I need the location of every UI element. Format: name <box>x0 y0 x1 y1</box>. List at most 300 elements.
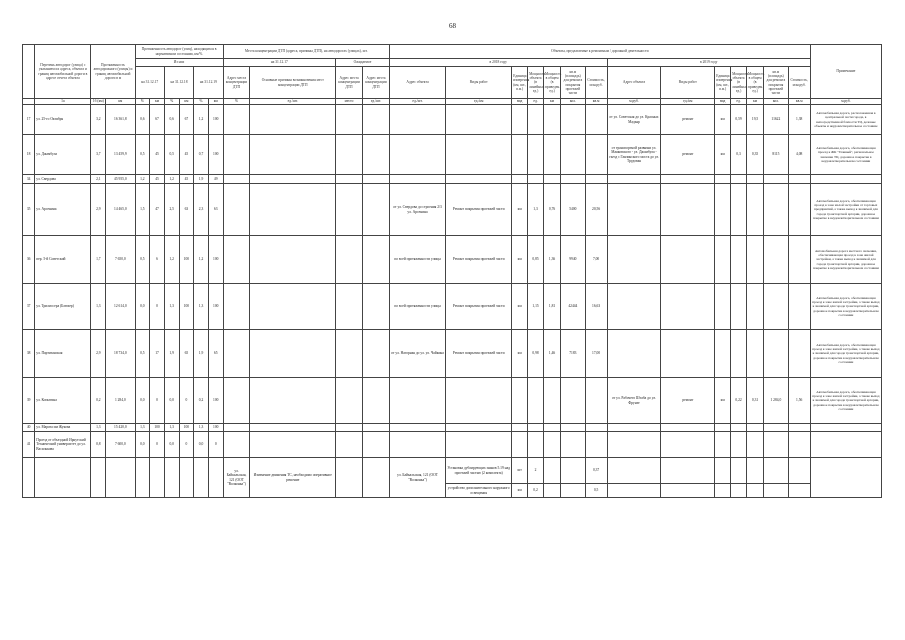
cost-18 <box>585 135 607 175</box>
colnum-cell: м.руб. <box>607 99 661 105</box>
work-type-19: ремонт <box>661 105 715 135</box>
empty-cell <box>747 484 764 498</box>
work-type-18: Ремонт покрытия проезжей части <box>446 284 512 330</box>
header-street: Перечень автодорог (улица) с указанием их адреса, объекта и границ автомобильной дороги в адресе отчета объекта <box>35 45 91 99</box>
colnum-cell: км <box>208 99 223 105</box>
area-19 <box>764 175 788 184</box>
power2-18 <box>544 175 561 184</box>
dtp-addr <box>223 284 250 330</box>
share-18-pct: 0 <box>179 432 194 458</box>
area-18 <box>561 378 585 424</box>
area-18: 42444 <box>561 284 585 330</box>
table-row <box>23 378 882 424</box>
power-19 <box>731 424 747 432</box>
length-m: 18 734,0 <box>106 330 135 378</box>
share-19-km: 0,7 <box>194 135 209 175</box>
power2-19 <box>747 175 764 184</box>
street-name <box>35 458 91 498</box>
area-18 <box>561 175 585 184</box>
header-unit-18: Единица измерения (км, шт., п.м.) <box>512 67 528 99</box>
colnum-cell: кол. <box>764 99 788 105</box>
share-18-pct: 63 <box>179 184 194 236</box>
dtp-addr-19 <box>362 184 389 236</box>
length-km: 2,1 <box>91 175 106 184</box>
street-name: Проезд от объездной Иркутский Технический университет до ул. Василькова <box>35 432 91 458</box>
power2-18: 1,81 <box>544 284 561 330</box>
unit-18: шт <box>512 458 528 484</box>
empty-cell <box>194 458 209 498</box>
table-row <box>23 424 882 432</box>
street-name: ул. Свердова <box>35 175 91 184</box>
power2-18 <box>544 458 561 484</box>
street-name: пер. 5-й Советский <box>35 236 91 284</box>
area-19 <box>764 236 788 284</box>
share-19-pct: 100 <box>208 378 223 424</box>
dtp-addr-19 <box>362 378 389 424</box>
row-number: 36 <box>23 236 35 284</box>
dtp-reason <box>250 284 336 330</box>
work-type-18: устройство дополнительного наружного освещения <box>446 484 512 498</box>
length-km: 0,8 <box>91 432 106 458</box>
power-18: 2 <box>528 458 544 484</box>
area-19: 8115 <box>764 135 788 175</box>
cost-18: 20,56 <box>585 184 607 236</box>
share-19-pct: 100 <box>208 105 223 135</box>
power-18: 0,85 <box>528 236 544 284</box>
dtp-addr <box>223 105 250 135</box>
work-type-19 <box>661 284 715 330</box>
obj-addr-19 <box>607 424 661 432</box>
obj-addr-18: от ул. Свердова до строения 2/3 ул. Арсенина <box>389 184 445 236</box>
power-18: 0,2 <box>528 484 544 498</box>
street-name: ул. Трилиссера (Блюхер) <box>35 284 91 330</box>
header-work-18: Виды работ <box>446 67 512 99</box>
header-dtp-reason: Основные причины возникновения мест концентрации ДТП <box>250 67 336 99</box>
note <box>810 432 881 458</box>
header-dtp: Места концентрации ДТП (адреса, причины ДТП), на автодорогах (улицах), шт. <box>223 45 389 59</box>
length-m: 7 600,0 <box>106 432 135 458</box>
work-type-19 <box>661 432 715 458</box>
power2-19 <box>747 284 764 330</box>
header-length: Протяженность автодорожного (улицы) и границ автомобильной дороги в м <box>91 45 135 99</box>
colnum-cell: % <box>223 99 250 105</box>
cost-19 <box>788 175 810 184</box>
header-obj-addr-19: Адрес объекта <box>607 67 661 99</box>
empty-cell <box>661 458 715 484</box>
share-18-pct: 45 <box>179 135 194 175</box>
power-18 <box>528 432 544 458</box>
area-18 <box>561 135 585 175</box>
dtp-addr <box>223 330 250 378</box>
share-18-km: 1,2 <box>164 175 179 184</box>
share-17-pct: 0 <box>150 378 165 424</box>
header-dtp-incl: Ожидаемое <box>336 59 390 67</box>
cost-19: 1,38 <box>788 105 810 135</box>
power2-18 <box>544 484 561 498</box>
note <box>810 424 881 432</box>
share-19-pct: 100 <box>208 284 223 330</box>
dtp-reason <box>250 432 336 458</box>
area-18: 7183 <box>561 330 585 378</box>
note: Автомобильная дорога, обеспечивающая проезд к зоне жилой застройки, а также выход к значимой для города транспортной артерии, дорожное покрытие в неудовлетворительном состоянии <box>810 284 881 330</box>
row-number: 40 <box>23 424 35 432</box>
empty-cell <box>731 458 747 484</box>
share-17-km: 1,2 <box>135 175 150 184</box>
cost-19 <box>788 432 810 458</box>
share-19-km: 1,3 <box>194 424 209 432</box>
empty-cell <box>135 458 150 498</box>
share-18-km: 1,9 <box>164 330 179 378</box>
power-18: 1,15 <box>528 284 544 330</box>
power-19: 0,3 <box>731 135 747 175</box>
area-19 <box>764 432 788 458</box>
cost-18: 7,00 <box>585 236 607 284</box>
header-works: Объекты, предлагаемые к ремонтным / дорожной деятельности <box>389 45 810 59</box>
cost-19: 1,56 <box>788 378 810 424</box>
share-17-pct: 6 <box>150 236 165 284</box>
share-19-pct: 100 <box>208 135 223 175</box>
share-17-km: 1,3 <box>135 424 150 432</box>
colnum-cell: кв.м <box>585 99 607 105</box>
table-row <box>23 175 882 184</box>
empty-cell <box>91 458 106 498</box>
dtp-addr <box>223 378 250 424</box>
header-year-2018: в 2018 году <box>389 59 607 67</box>
cost-19 <box>788 236 810 284</box>
header-cost-19: Стоимость, млн.руб. <box>788 67 810 99</box>
share-18-pct: 100 <box>179 424 194 432</box>
unit-18 <box>512 432 528 458</box>
unit-18 <box>512 105 528 135</box>
header-power-19: Мощность объекта (в линейных ед.) <box>731 67 747 99</box>
empty-cell <box>788 484 810 498</box>
share-18-pct: 45 <box>179 175 194 184</box>
unit-19: км <box>715 105 731 135</box>
work-type-19 <box>661 175 715 184</box>
unit-19: км <box>715 378 731 424</box>
share-17-km: 0,6 <box>135 105 150 135</box>
share-18-km: 1,3 <box>164 424 179 432</box>
power2-19: 0,35 <box>747 135 764 175</box>
power2-19 <box>747 184 764 236</box>
work-type-18 <box>446 378 512 424</box>
unit-18: км <box>512 330 528 378</box>
power-19 <box>731 175 747 184</box>
header-work-19: Виды работ <box>661 67 715 99</box>
work-type-18 <box>446 424 512 432</box>
empty-cell <box>208 458 223 498</box>
dtp-addr-19 <box>362 284 389 330</box>
dtp-addr <box>223 424 250 432</box>
dtp-addr <box>223 432 250 458</box>
dtp-addr <box>223 236 250 284</box>
cost-18 <box>585 175 607 184</box>
area-19: 11622 <box>764 105 788 135</box>
share-19-pct: 100 <box>208 236 223 284</box>
area-18 <box>561 458 585 484</box>
length-m: 45 955,0 <box>106 175 135 184</box>
cost-18: 17,00 <box>585 330 607 378</box>
share-18-km: 0,5 <box>164 135 179 175</box>
colnum-cell: % <box>164 99 179 105</box>
power-18: 1,3 <box>528 184 544 236</box>
table-row <box>23 330 882 378</box>
dtp-addr <box>223 184 250 236</box>
unit-18 <box>512 135 528 175</box>
share-19-pct: 100 <box>208 424 223 432</box>
work-type-19: ремонт <box>661 135 715 175</box>
length-m: 16 361,8 <box>106 105 135 135</box>
work-type-18 <box>446 105 512 135</box>
colnum-cell: ед./км <box>661 99 715 105</box>
cost-19 <box>788 284 810 330</box>
colnum-cell: 1б (км) <box>92 99 104 104</box>
dtp-addr-18 <box>336 135 363 175</box>
header-unit-19: Единица измерения (км, шт., п.м.) <box>715 67 731 99</box>
dtp-addr-18 <box>336 378 363 424</box>
colnum-cell: км <box>544 99 561 105</box>
note: Автомобильная дорога, расположенная в центральной части города, в непосредственной близости ТЦ, деловые объекты и неудовлетворительное состояние <box>810 105 881 135</box>
unit-18: км <box>512 484 528 498</box>
power2-19: 0,31 <box>747 378 764 424</box>
unit-19 <box>715 330 731 378</box>
length-m: 15 420,0 <box>106 424 135 432</box>
share-17-km: 0,0 <box>135 284 150 330</box>
obj-addr-19: от ул. Советская до ул. Красных Мадьяр <box>607 105 661 135</box>
cost-19 <box>788 330 810 378</box>
dtp-addr-18 <box>336 284 363 330</box>
row-number: 39 <box>23 378 35 424</box>
dtp-reason <box>250 135 336 175</box>
header-date-17: на 31.12.17 <box>135 67 164 99</box>
note: Автомобильная дорога, обеспечивающая проезд к зоне малой застройки от торговых предприятий, а также выход к значимой для города транспортной артерии, дорожное покрытие в неудовлетворительном состоянии <box>810 184 881 236</box>
share-17-km: 0,5 <box>135 236 150 284</box>
length-km: 0,2 <box>91 378 106 424</box>
colnum-cell: вид <box>512 99 528 105</box>
table-row <box>23 284 882 330</box>
power-19 <box>731 330 747 378</box>
share-18-pct: 65 <box>179 330 194 378</box>
dtp-addr: ул. Байкальская, 121 (ООТ "Волконка") <box>223 458 250 498</box>
colnum-cell: ед./шт. <box>250 99 336 105</box>
area-19 <box>764 284 788 330</box>
obj-addr-19 <box>607 330 661 378</box>
power-19 <box>731 236 747 284</box>
dtp-addr-18 <box>336 330 363 378</box>
power2-19 <box>747 236 764 284</box>
dtp-addr-19 <box>362 432 389 458</box>
area-18: 9940 <box>561 236 585 284</box>
area-18: 5400 <box>561 184 585 236</box>
length-km: 3,2 <box>91 105 106 135</box>
obj-addr-19 <box>607 236 661 284</box>
work-type-18: Ремонт покрытия проезжей части <box>446 236 512 284</box>
colnum-cell: ед./шт. <box>389 99 445 105</box>
empty-cell <box>106 458 135 498</box>
share-17-pct: 100 <box>150 424 165 432</box>
area-19 <box>764 424 788 432</box>
dtp-addr <box>223 175 250 184</box>
street-name: ул. 25-го Октября <box>35 105 91 135</box>
empty-cell <box>336 458 363 498</box>
area-19 <box>764 330 788 378</box>
obj-addr-19: от транспортной развязки ул. Маяковского - ул. Джамбула - съезд с Ганзинского моста до ул. Трудовая <box>607 135 661 175</box>
dtp-addr-19 <box>362 330 389 378</box>
empty-cell <box>747 458 764 484</box>
area-18 <box>561 424 585 432</box>
power-19 <box>731 284 747 330</box>
colnum-cell: км <box>150 99 165 105</box>
share-17-pct: 45 <box>150 135 165 175</box>
table-row <box>23 432 882 458</box>
dtp-addr-19 <box>362 175 389 184</box>
obj-addr-19 <box>607 175 661 184</box>
row-number <box>23 458 35 498</box>
obj-addr-19 <box>607 284 661 330</box>
note: Автомобильная дорога, обеспечивающая проезд к зоне жилой застройки, а также выход к значимой для города транспортной артерии, дорожное покрытие в неудовлетворительном состоянии <box>810 378 881 424</box>
dtp-addr-19 <box>362 135 389 175</box>
row-number: 38 <box>23 330 35 378</box>
row-number: 18 <box>23 135 35 175</box>
power-19: 0,59 <box>731 105 747 135</box>
dtp-addr-18 <box>336 184 363 236</box>
work-type-18 <box>446 175 512 184</box>
length-km: 3,7 <box>91 135 106 175</box>
share-17-pct: 67 <box>150 105 165 135</box>
unit-19 <box>715 236 731 284</box>
power-19: 0,22 <box>731 378 747 424</box>
work-type-18 <box>446 432 512 458</box>
cost-18 <box>585 105 607 135</box>
header-date-19: на 31.12.19 <box>194 67 223 99</box>
table-row <box>23 458 882 484</box>
row-number: 37 <box>23 284 35 330</box>
work-type-18: Установка дублирующих знаков 5.19 над проезжей частью (2 комплекта) <box>446 458 512 484</box>
power2-18 <box>544 378 561 424</box>
road-repair-table <box>22 44 882 498</box>
colnum-cell: % <box>135 99 150 105</box>
power2-18 <box>544 432 561 458</box>
unit-19 <box>715 175 731 184</box>
colnum-cell: ед./шт. <box>362 99 389 105</box>
row-number: 17 <box>23 105 35 135</box>
power2-19 <box>747 330 764 378</box>
dtp-addr <box>223 135 250 175</box>
unit-19: км <box>715 135 731 175</box>
dtp-addr-18 <box>336 175 363 184</box>
header-dtp-addr-b: Адрес места концентрации ДТП <box>336 67 363 99</box>
share-18-km: 0,0 <box>164 378 179 424</box>
length-m: 12 614,0 <box>106 284 135 330</box>
header-share-incl: Из них <box>135 59 223 67</box>
work-type-19 <box>661 236 715 284</box>
length-km: 1,7 <box>91 236 106 284</box>
header-date-18: на 31.12.18 <box>164 67 193 99</box>
area-18 <box>561 105 585 135</box>
share-19-km: 1,3 <box>194 284 209 330</box>
note: Автомобильная дорога, обеспечивающая проезд к ЖК "Главный", региональное значение ТЦ, дорожное покрытие в неудовлетворительном состоянии <box>810 135 881 175</box>
header-power2-18: Мощность в общем (в приведен. ед.) <box>544 67 561 99</box>
note <box>810 175 881 184</box>
power-18 <box>528 105 544 135</box>
share-17-km: 1,5 <box>135 184 150 236</box>
power-18: 0,98 <box>528 330 544 378</box>
cost-19: 4,08 <box>788 135 810 175</box>
obj-addr-18 <box>389 424 445 432</box>
work-type-19 <box>661 184 715 236</box>
unit-19 <box>715 424 731 432</box>
colnum-cell: вид <box>715 99 731 105</box>
length-km: 1,3 <box>91 284 106 330</box>
share-18-km: 1,2 <box>164 236 179 284</box>
obj-addr-19: от ул. Рабочего Штаба до ул. Фрунзе <box>607 378 661 424</box>
length-m: 13 459,9 <box>106 135 135 175</box>
unit-18: км <box>512 236 528 284</box>
share-18-pct: 67 <box>179 105 194 135</box>
dtp-reason: Изменение движения ТС, необходимо оперативное решение <box>250 458 336 498</box>
dtp-addr-18 <box>336 105 363 135</box>
length-km: 2,9 <box>91 330 106 378</box>
cost-18: 0,5 <box>585 484 607 498</box>
work-type-18 <box>446 135 512 175</box>
obj-addr-18: по всей протяженности улицы <box>389 284 445 330</box>
row-number: 34 <box>23 175 35 184</box>
table-row <box>23 135 882 175</box>
power2-18 <box>544 424 561 432</box>
header-area-19: кв.м (площадь) для ремонта покрытия проезжей части <box>764 67 788 99</box>
colnum-cell: % <box>194 99 209 105</box>
obj-addr-18 <box>389 175 445 184</box>
header-dtp-addr-c: Адрес места концентрации ДТП <box>362 67 389 99</box>
length-m: 7 650,0 <box>106 236 135 284</box>
header-dtp-17: на 31.12.17 <box>223 59 336 67</box>
power-18 <box>528 378 544 424</box>
page-number: 68 <box>449 22 456 30</box>
street-name: ул. Партизанская <box>35 330 91 378</box>
work-type-18: Ремонт покрытия проезжей части <box>446 184 512 236</box>
obj-addr-18 <box>389 135 445 175</box>
header-obj-addr-18: Адрес объекта <box>389 67 445 99</box>
unit-18 <box>512 175 528 184</box>
share-17-pct: 47 <box>150 184 165 236</box>
note <box>810 458 881 498</box>
empty-cell <box>731 484 747 498</box>
length-km: 1,3 <box>91 424 106 432</box>
area-19 <box>764 184 788 236</box>
power2-18 <box>544 135 561 175</box>
share-17-pct: 0 <box>150 432 165 458</box>
share-18-pct: 0 <box>179 378 194 424</box>
power2-18: 0,76 <box>544 184 561 236</box>
share-19-km: 1,2 <box>194 236 209 284</box>
dtp-reason <box>250 105 336 135</box>
header-dtp-addr-a: Адрес места концентрации ДТП <box>223 67 250 99</box>
street-name: ул. Джамбула <box>35 135 91 175</box>
cost-18: 16,63 <box>585 284 607 330</box>
colnum-cell: ед./км <box>446 99 512 105</box>
share-19-km: 1,9 <box>194 330 209 378</box>
empty-cell <box>607 484 661 498</box>
area-18 <box>561 432 585 458</box>
dtp-reason <box>250 424 336 432</box>
area-18 <box>561 484 585 498</box>
share-17-pct: 17 <box>150 330 165 378</box>
obj-addr-18 <box>389 378 445 424</box>
dtp-reason <box>250 184 336 236</box>
dtp-reason <box>250 330 336 378</box>
share-18-pct: 100 <box>179 236 194 284</box>
share-17-km: 0,0 <box>135 378 150 424</box>
